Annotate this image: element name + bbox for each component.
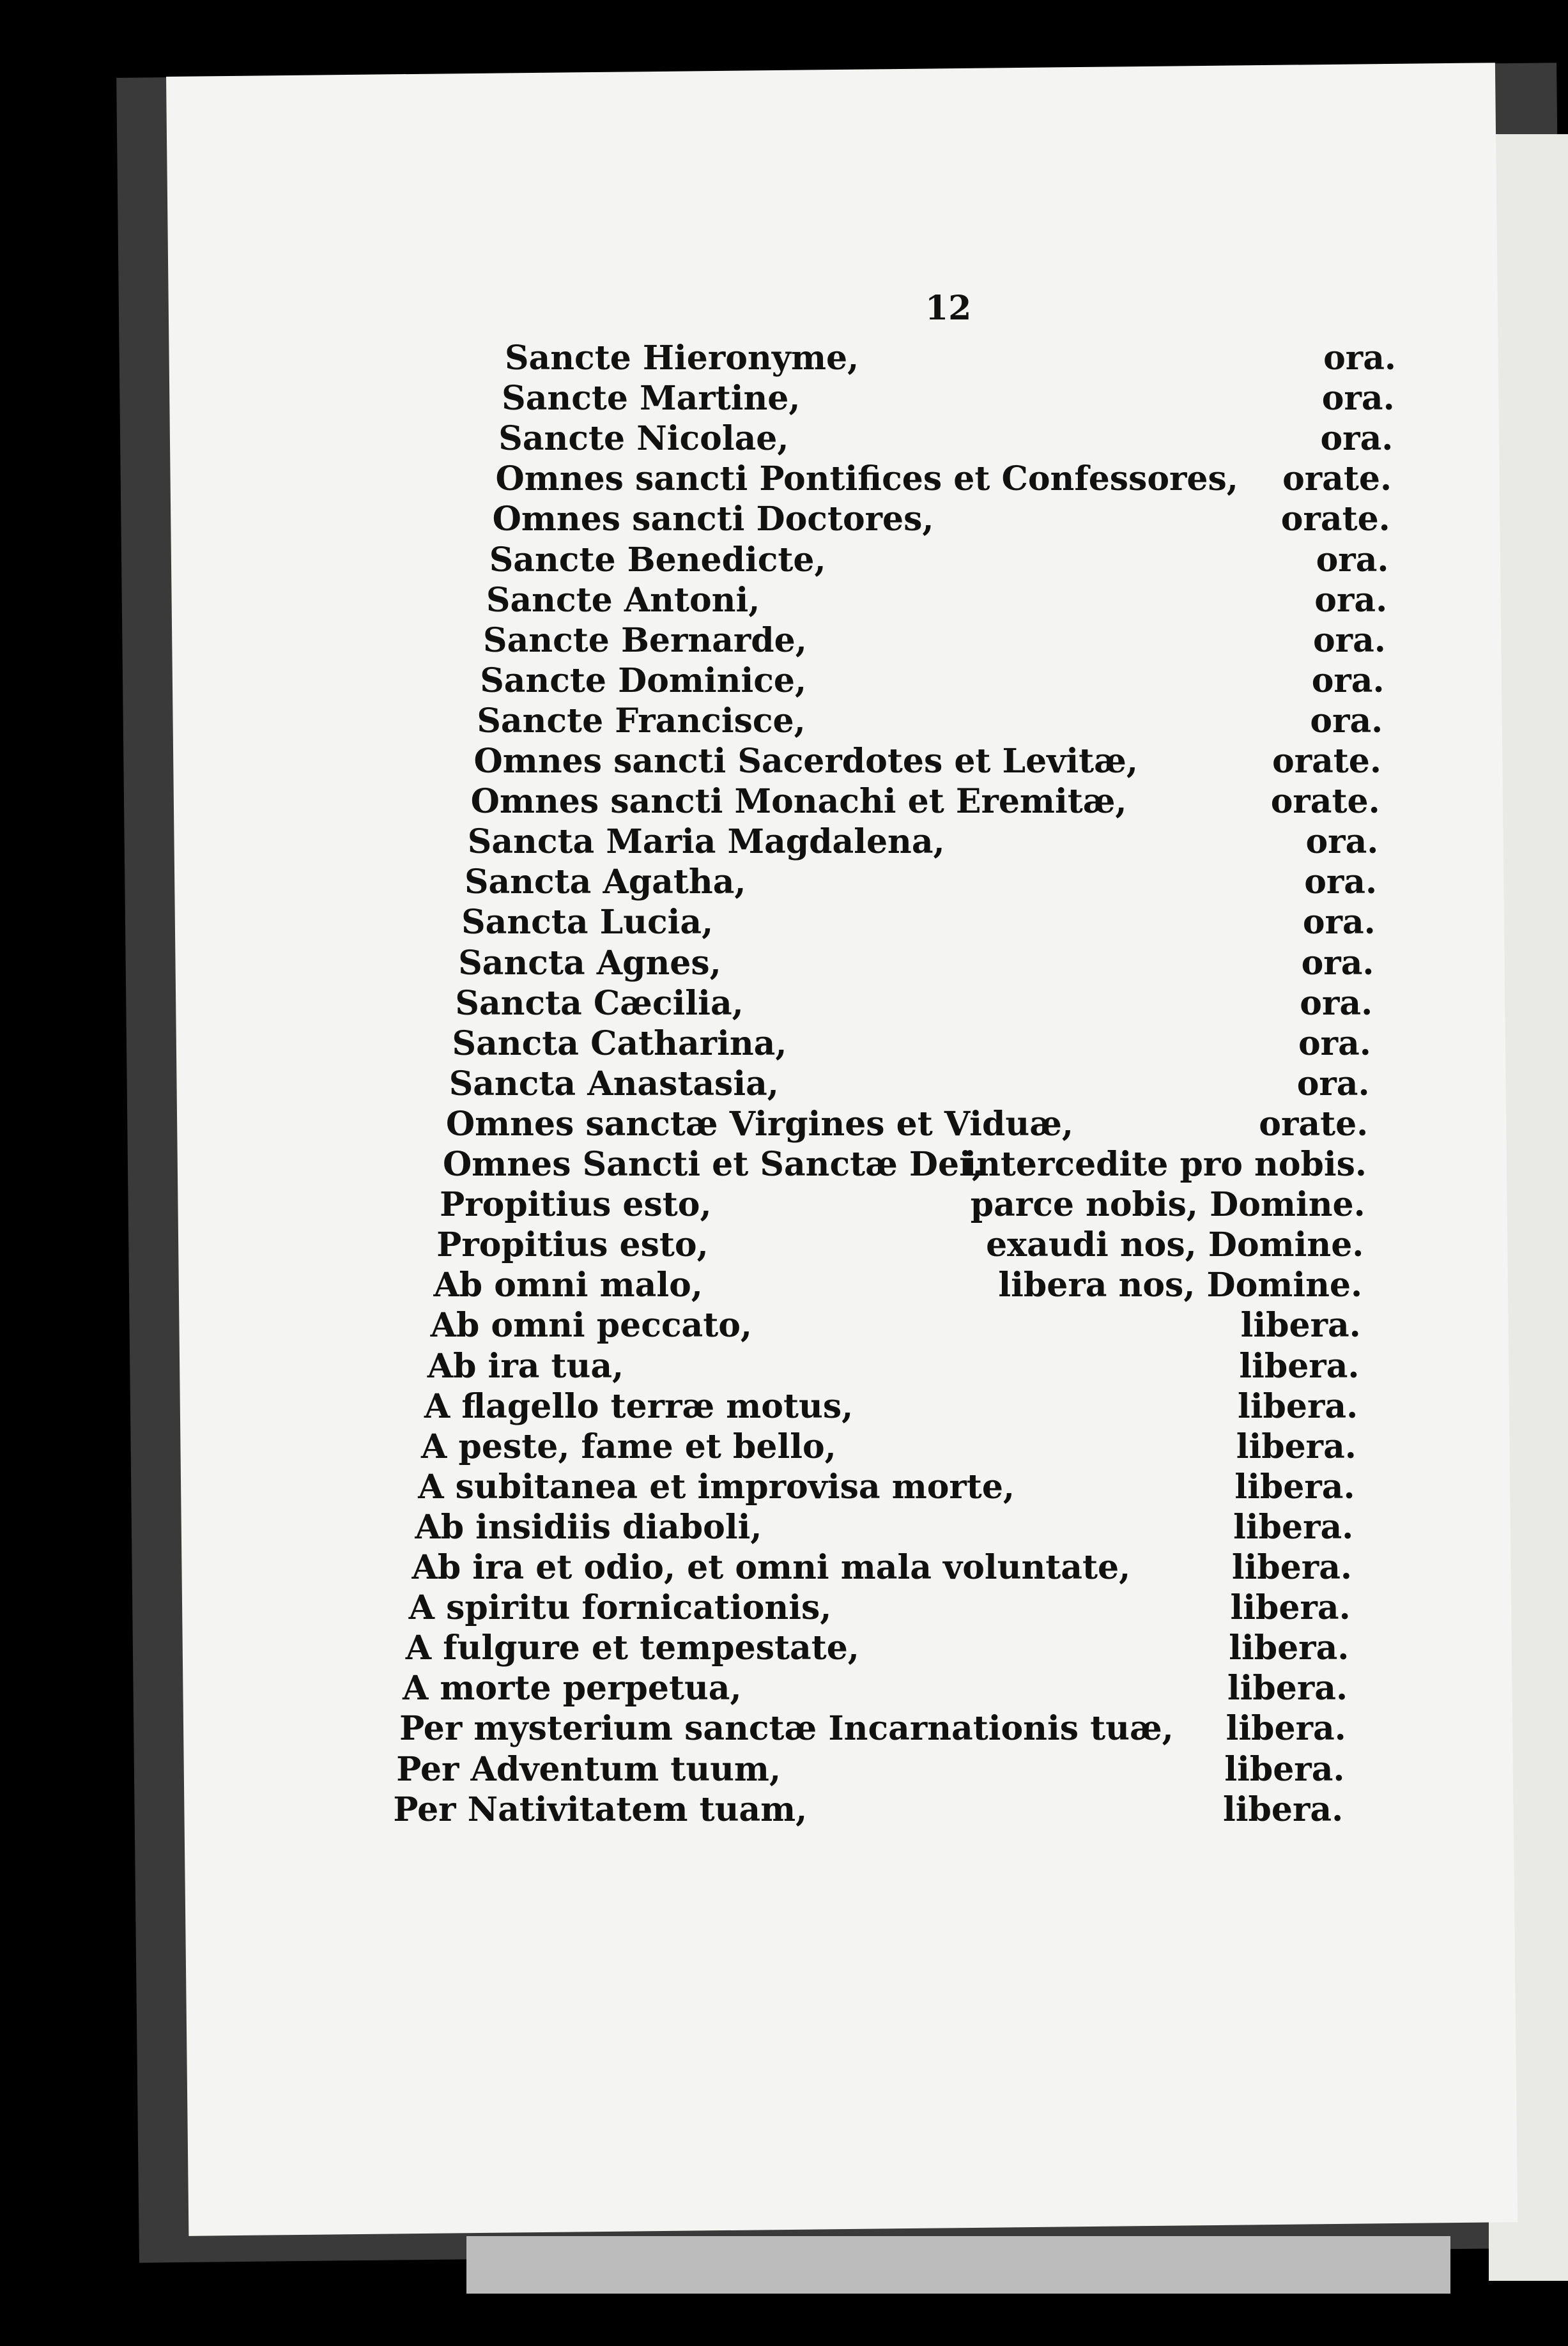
response-text: orate. (1282, 459, 1392, 499)
litany-line (452, 1024, 1371, 1066)
response-text: ora. (1323, 339, 1396, 378)
litany-line (489, 540, 1389, 583)
invocation-text: Sancte Bernarde, (483, 620, 807, 660)
response-text: ora. (1316, 540, 1389, 579)
litany-line (415, 1508, 1353, 1550)
invocation-text: Sancta Cæcilia, (455, 983, 744, 1023)
response-text: libera. (1224, 1749, 1345, 1789)
litany-line (483, 621, 1386, 663)
invocation-text: Omnes sancti Doctores, (492, 500, 934, 539)
litany-line (505, 339, 1396, 381)
invocation-text: Ab insidiis diaboli, (415, 1507, 762, 1547)
invocation-text: Sancte Nicolae, (498, 419, 789, 459)
response-text: ora. (1301, 943, 1374, 983)
invocation-text: Ab ira tua, (427, 1346, 624, 1386)
invocation-text: Ab omni malo, (433, 1266, 703, 1305)
response-text: ora. (1320, 419, 1394, 459)
invocation-text: Sancta Lucia, (461, 903, 714, 942)
invocation-text: Omnes Sancti et Sanctæ Dei, (443, 1145, 983, 1184)
response-text: ora. (1298, 1023, 1371, 1063)
litany-line (502, 379, 1395, 421)
litany-line (403, 1669, 1348, 1711)
litany-line (406, 1629, 1349, 1671)
response-text: libera nos, Domine. (998, 1266, 1363, 1305)
invocation-text: Sancte Francisce, (477, 701, 806, 740)
response-text: ora. (1321, 379, 1395, 418)
response-text: ora. (1314, 580, 1388, 620)
invocation-text: Per Nativitatem tuam, (393, 1790, 808, 1829)
response-text: orate. (1259, 1104, 1369, 1144)
litany-line (433, 1266, 1362, 1308)
response-text: libera. (1226, 1709, 1346, 1749)
response-text: ora. (1300, 983, 1373, 1023)
litany-line (471, 782, 1380, 824)
response-text: ora. (1305, 822, 1379, 862)
invocation-text: A fulgure et tempestate, (405, 1629, 859, 1668)
litany-line (409, 1588, 1351, 1630)
litany-line (474, 742, 1382, 784)
invocation-text: A flagello terræ motus, (424, 1386, 854, 1426)
invocation-text: Sancta Anastasia, (449, 1064, 779, 1103)
invocation-text: Sancta Agnes, (458, 943, 721, 983)
invocation-text: Omnes sancti Monachi et Eremitæ, (470, 782, 1127, 822)
litany-line (424, 1387, 1358, 1429)
invocation-text: Ab omni peccato, (430, 1306, 753, 1346)
litany-line (468, 822, 1379, 864)
litany-line (486, 581, 1387, 623)
response-text: libera. (1238, 1386, 1358, 1426)
litany-line (455, 984, 1372, 1026)
litany-line (458, 944, 1374, 986)
invocation-text: A morte perpetua, (402, 1669, 742, 1708)
invocation-text: Sancte Hieronyme, (505, 339, 859, 378)
litany-line (477, 702, 1383, 744)
invocation-text: Ab ira et odio, et omni mala voluntate, (411, 1548, 1131, 1587)
response-text: libera. (1234, 1467, 1355, 1506)
page-number: 12 (925, 289, 972, 328)
invocation-text: Sancta Agatha, (464, 862, 746, 902)
response-text: intercedite pro nobis. (964, 1145, 1367, 1184)
response-text: libera. (1223, 1790, 1344, 1829)
litany-line (396, 1750, 1344, 1792)
invocation-text: Sancte Dominice, (480, 661, 807, 700)
invocation-text: Sancte Antoni, (486, 580, 760, 620)
response-text: exaudi nos, Domine. (986, 1225, 1364, 1265)
invocation-text: Omnes sancti Sacerdotes et Levitæ, (473, 742, 1138, 781)
invocation-text: A peste, fame et bello, (421, 1427, 836, 1466)
invocation-text: Per mysterium sanctæ Incarnationis tuæ, (399, 1709, 1174, 1749)
response-text: libera. (1233, 1507, 1354, 1547)
litany-line (449, 1064, 1370, 1107)
invocation-text: A spiritu fornicationis, (408, 1588, 832, 1628)
response-text: libera. (1236, 1427, 1357, 1466)
response-text: ora. (1310, 701, 1383, 740)
response-text: orate. (1272, 742, 1381, 781)
litany-line (412, 1548, 1353, 1590)
litany-line (427, 1347, 1360, 1389)
invocation-text: Propitius esto, (440, 1185, 712, 1225)
litany-line (461, 903, 1376, 945)
response-text: ora. (1311, 661, 1385, 700)
invocation-text: Per Adventum tuum, (396, 1749, 781, 1789)
response-text: libera. (1229, 1629, 1349, 1668)
litany-line (421, 1427, 1357, 1469)
litany-line (436, 1225, 1364, 1268)
invocation-text: A subitanea et improvisa morte, (418, 1467, 1015, 1506)
invocation-text: Omnes sancti Pontifices et Confessores, (495, 459, 1238, 499)
invocation-text: Sancte Benedicte, (489, 540, 826, 579)
litany-line (495, 459, 1392, 502)
response-text: libera. (1240, 1306, 1361, 1346)
litany-line (446, 1105, 1368, 1147)
response-text: libera. (1227, 1669, 1348, 1708)
response-text: libera. (1230, 1588, 1351, 1628)
litany-line (443, 1145, 1367, 1187)
response-text: orate. (1270, 782, 1380, 822)
invocation-text: Sancta Catharina, (452, 1023, 787, 1063)
litany-line (418, 1468, 1355, 1510)
litany-line (440, 1185, 1365, 1227)
litany-line (393, 1790, 1343, 1832)
response-text: libera. (1239, 1346, 1360, 1386)
response-text: ora. (1302, 903, 1376, 942)
litany-line (431, 1306, 1361, 1348)
response-text: ora. (1296, 1064, 1370, 1103)
response-text: ora. (1313, 620, 1386, 660)
response-text: orate. (1280, 500, 1390, 539)
response-text: libera. (1231, 1548, 1352, 1587)
invocation-text: Sancte Martine, (502, 379, 801, 418)
litany-line (498, 419, 1393, 461)
invocation-text: Omnes sanctæ Virgines et Viduæ, (445, 1104, 1074, 1144)
invocation-text: Sancta Maria Magdalena, (467, 822, 945, 862)
litany-line (465, 862, 1377, 905)
invocation-text: Propitius esto, (436, 1225, 709, 1265)
litany-line (493, 500, 1390, 542)
litany-line (480, 661, 1384, 703)
response-text: ora. (1304, 862, 1378, 902)
response-text: parce nobis, Domine. (970, 1185, 1365, 1225)
litany-line (399, 1709, 1346, 1751)
